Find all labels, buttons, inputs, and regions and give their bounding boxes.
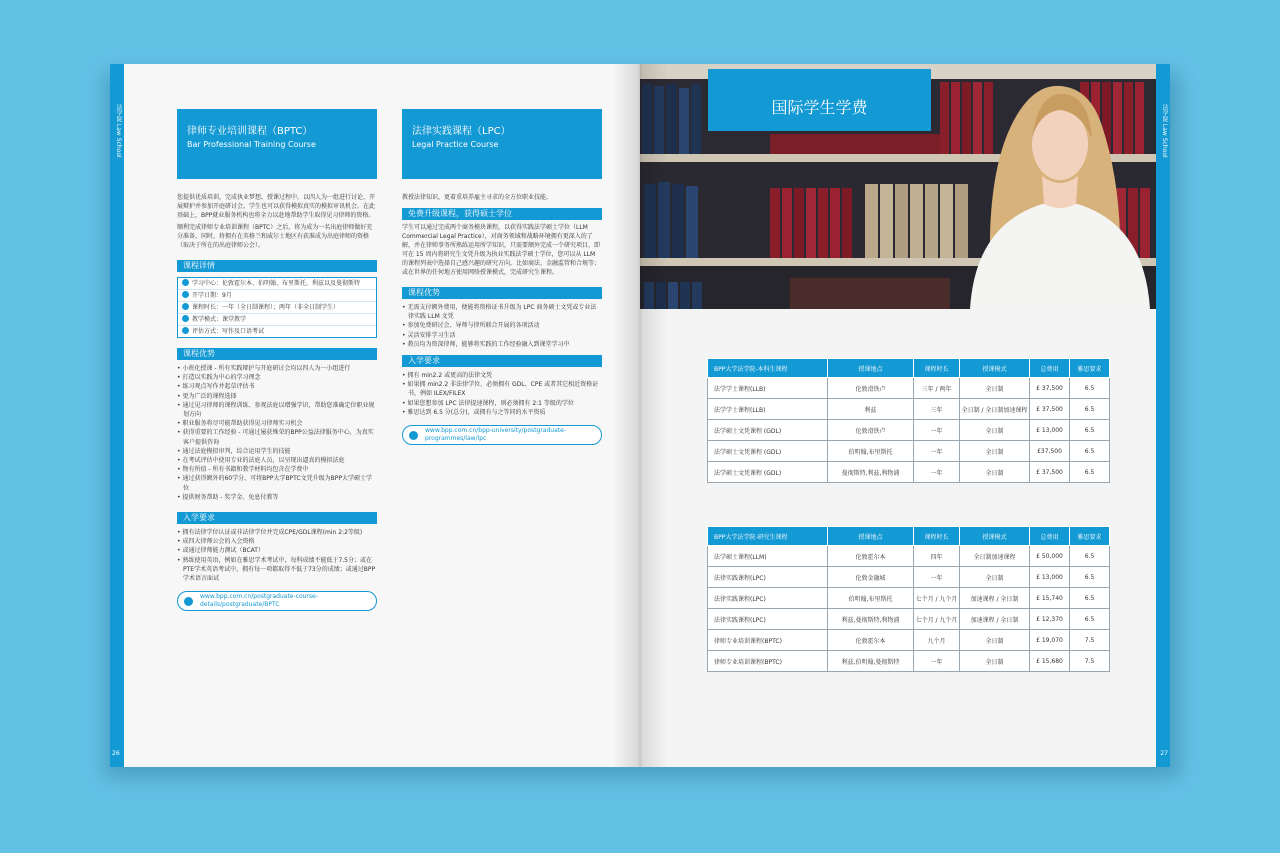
list-item: • 提供财务帮助 - 奖学金、免息付教等	[177, 493, 377, 502]
table-cell: 法学硕士文凭课程 (GDL)	[708, 420, 828, 441]
detail-row	[178, 290, 376, 302]
table-cell: £ 12,370	[1030, 609, 1070, 630]
table-cell: 法律实践课程(LPC)	[708, 609, 828, 630]
table-cell: 四年	[914, 546, 960, 567]
table-cell: 加速课程 / 全日制	[960, 588, 1030, 609]
bptc-details-box	[177, 277, 377, 338]
table-cell: 利兹	[828, 399, 914, 420]
undergrad-fee-table	[707, 358, 1110, 483]
column-header: BPP大学法学院-研究生课程	[708, 527, 828, 546]
list-item: • 练习观点写作并起草评估书	[177, 382, 377, 391]
bptc-title-zh: 律师专业培训课程（BPTC）	[187, 126, 313, 137]
column-header: 授课地点	[828, 359, 914, 378]
list-item: • 灵活安排学习生活	[402, 331, 602, 340]
table-cell: 一年	[914, 651, 960, 672]
lpc-intro: 教授法律知识，更着重培养雇主寻求的全方位职业技能。	[402, 194, 553, 201]
column-header: BPP大学法学院-本科生课程	[708, 359, 828, 378]
library-student-photo	[640, 64, 1156, 309]
lpc-advantages-heading: 课程优势	[402, 287, 602, 299]
table-row	[708, 588, 1110, 609]
list-item: • 通过见习律师的课程训练、参观法庭以增强学识，帮助您准确定位职业规划方向	[177, 401, 377, 419]
table-cell: 全日制	[960, 630, 1030, 651]
list-item: • 成四大律师公会的入会资格	[177, 537, 377, 546]
table-cell: 法律实践课程(LPC)	[708, 567, 828, 588]
bptc-intro-1: 您提供优质培训，完成执业梦想。授课过程中，以四人为一组进行讨论、开展辩护并参加开庭研讨会。学生也可以获得模拟真实的模拟审讯机会。在此基础上，BPP就业服务机构也将全力以赴地帮助学生取得见习律师的资格。	[177, 194, 376, 219]
lpc-entry-list	[402, 371, 602, 417]
table-cell: 三年 / 两年	[914, 378, 960, 399]
table-row	[708, 609, 1110, 630]
list-item: • 通过获得额外的60学分，可将BPP大学BPTC文凭升级为BPP大学硕士学位	[177, 474, 377, 492]
column-header: 课程时长	[914, 359, 960, 378]
table-cell: 一年	[914, 567, 960, 588]
table-cell: 伦敦金融城	[828, 567, 914, 588]
detail-row	[178, 278, 376, 290]
detail-row	[178, 326, 376, 337]
bptc-header	[177, 109, 377, 179]
list-item: • 无需支付额外费用，便能将资格证书升级为 LPC 商务硕士文凭或专业法律实践 LLM 文凭	[402, 303, 602, 321]
list-item: • 如果拥 min2.2 非法律学位，必须拥有 GDL、CPE 或者其它相近资格证书，例如 ILEX/FILEX	[402, 380, 602, 398]
table-cell: 6.5	[1070, 462, 1110, 483]
table-cell: 6.5	[1070, 378, 1110, 399]
table-cell: £ 13,000	[1030, 567, 1070, 588]
teaching-icon	[182, 315, 189, 322]
postgrad-fee-table	[707, 526, 1110, 672]
list-item: • 职业服务将尽可能帮助获得见习律师实习机会	[177, 419, 377, 428]
table-cell: 一年	[914, 420, 960, 441]
left-sidebar	[110, 64, 124, 767]
bptc-url-link[interactable]	[177, 591, 377, 611]
table-cell: 法学学士课程(LLB)	[708, 378, 828, 399]
table-header-row	[708, 527, 1110, 546]
list-item: • 拥有法律学位认证或非法律学位并完成CPE/GDL课程(min 2:2等级)	[177, 528, 377, 537]
column-header: 授课模式	[960, 527, 1030, 546]
table-cell: 全日制	[960, 441, 1030, 462]
table-cell: £ 37,500	[1030, 378, 1070, 399]
table-cell: 七个月 / 九个月	[914, 588, 960, 609]
table-row	[708, 651, 1110, 672]
bptc-advantages-list	[177, 364, 377, 502]
list-item: • 拥有 min2.2 或更高的法律文凭	[402, 371, 602, 380]
lpc-advantages-list	[402, 303, 602, 349]
table-cell: £ 13,000	[1030, 420, 1070, 441]
detail-row	[178, 314, 376, 326]
column-header: 雅思要求	[1070, 527, 1110, 546]
table-cell: 律师专业培训课程(BPTC)	[708, 630, 828, 651]
table-cell: £ 19,070	[1030, 630, 1070, 651]
table-row	[708, 378, 1110, 399]
detail-text: 教学模式：课堂教学	[192, 316, 247, 323]
list-item: • 熟练使用英语，例如在雅思学术考试中，每科成绩不能低于7.5分；或在PTE学术英语考试中，拥有每一项都取得不低于73分的成绩；或通过BPP学术语言面试	[177, 556, 377, 584]
table-cell: 全日制 / 全日制加速课程	[960, 399, 1030, 420]
list-item: • 或通过律师能力测试（BCAT）	[177, 546, 377, 555]
column-header: 总费用	[1030, 359, 1070, 378]
list-item: • 教员均为资深律师，能够将实践的工作经验融入到课堂学习中	[402, 340, 602, 349]
table-row	[708, 441, 1110, 462]
table-cell: 法学硕士课程(LLM)	[708, 546, 828, 567]
table-row	[708, 420, 1110, 441]
table-cell: £37,500	[1030, 441, 1070, 462]
table-cell: 法律实践课程(LPC)	[708, 588, 828, 609]
list-item: • 获得重要的工作经验 - 可通过屡获殊荣的BPP公益法律服务中心，为真实客户提供咨询	[177, 428, 377, 446]
detail-text: 学习中心：伦敦霍尔本、伯明翰、布里斯托、利兹以及曼彻斯特	[192, 280, 361, 287]
left-side-text: 法学院 Law School	[115, 104, 122, 158]
table-cell: 全日制加速课程	[960, 546, 1030, 567]
table-cell: 全日制	[960, 378, 1030, 399]
globe-icon	[409, 431, 418, 440]
right-sidebar	[1156, 64, 1170, 767]
column-header: 总费用	[1030, 527, 1070, 546]
bptc-column	[177, 109, 377, 611]
table-cell: 伦敦滑铁卢	[828, 420, 914, 441]
detail-row	[178, 302, 376, 314]
right-side-text: 法学院 Law School	[1161, 104, 1168, 158]
list-item: • 打造以实践为中心的学习理念	[177, 373, 377, 382]
detail-text: 课程时长：一年（全日制课程）；两年（非全日制学生）	[192, 304, 340, 311]
detail-text: 开学日期：9月	[192, 292, 232, 299]
table-cell: 法学硕士文凭课程 (GDL)	[708, 462, 828, 483]
lpc-title-zh: 法律实践课程（LPC）	[412, 126, 511, 137]
table-row	[708, 630, 1110, 651]
bptc-entry-list	[177, 528, 377, 583]
detail-text: 评估方式：写作及口语考试	[192, 328, 265, 335]
table-row	[708, 546, 1110, 567]
table-cell: £ 50,000	[1030, 546, 1070, 567]
table-cell: 七个月 / 九个月	[914, 609, 960, 630]
list-item: • 参加免费研讨会、导师与律所联合开展的各项活动	[402, 321, 602, 330]
right-page	[640, 64, 1170, 767]
lpc-url-text[interactable]: www.bpp.com.cn/bpp-university/postgraduate-programmes/law/lpc	[425, 427, 566, 442]
bptc-url-text[interactable]: www.bpp.com.cn/postgraduate-course-details/postgraduate/BPTC	[200, 593, 318, 608]
lpc-column	[402, 109, 602, 445]
table-cell: 伯明翰,布里斯托	[828, 588, 914, 609]
table-row	[708, 567, 1110, 588]
table-cell: £ 37,500	[1030, 399, 1070, 420]
list-item: • 通过法庭模拟审判，综合运用学生的技能	[177, 447, 377, 456]
bptc-details-heading: 课程详情	[177, 260, 377, 272]
table-row	[708, 399, 1110, 420]
column-header: 雅思要求	[1070, 359, 1110, 378]
bptc-advantages-heading: 课程优势	[177, 348, 377, 360]
bptc-intro-2: 顺利完成律师专业培训课程（BPTC）之后，将为成为一名出庭律师做好充分准备。同时，将拥有在英格兰和威尔士地区有获准成为出庭律师的资格（取决于所在的出庭律师公会）。	[177, 224, 373, 249]
table-cell: 全日制	[960, 651, 1030, 672]
table-cell: 三年	[914, 399, 960, 420]
table-cell: 律师专业培训课程(BPTC)	[708, 651, 828, 672]
table-cell: 6.5	[1070, 567, 1110, 588]
table-cell: 6.5	[1070, 399, 1110, 420]
table-cell: £ 15,680	[1030, 651, 1070, 672]
lpc-header	[402, 109, 602, 179]
bptc-entry-heading: 入学要求	[177, 512, 377, 524]
table-cell: 利兹,伯明翰,曼彻斯特	[828, 651, 914, 672]
table-cell: 6.5	[1070, 546, 1110, 567]
table-cell: 全日制	[960, 567, 1030, 588]
column-header: 授课地点	[828, 527, 914, 546]
list-item: • 如果您想参加 LPC 法律提速课程，则必须拥有 2:1 等级的学位	[402, 399, 602, 408]
fees-banner-title: 国际学生学费	[708, 69, 931, 131]
table-cell: 6.5	[1070, 588, 1110, 609]
table-cell: 一年	[914, 462, 960, 483]
lpc-title-en: Legal Practice Course	[412, 140, 499, 149]
column-header: 授课模式	[960, 359, 1030, 378]
table-cell: 法学硕士文凭课程 (GDL)	[708, 441, 828, 462]
table-cell: 6.5	[1070, 420, 1110, 441]
table-cell: 曼彻斯特,利兹,利物浦	[828, 462, 914, 483]
list-item: • 雅思达到 6.5 分(总分)，或拥有与之等同的水平资质	[402, 408, 602, 417]
lpc-upgrade-heading: 免费升级课程，获得硕士学位	[402, 208, 602, 220]
table-cell: 伦敦霍尔本	[828, 630, 914, 651]
table-cell: 7.5	[1070, 651, 1110, 672]
table-cell: 一年	[914, 441, 960, 462]
globe-icon	[184, 597, 193, 606]
table-cell: 伦敦滑铁卢	[828, 378, 914, 399]
table-cell: £ 37,500	[1030, 462, 1070, 483]
table-cell: 加速课程 / 全日制	[960, 609, 1030, 630]
right-page-number: 27	[1160, 750, 1168, 757]
list-item: • 小班化授课 - 所有实践辩护与开庭研讨会均以四人为一小组进行	[177, 364, 377, 373]
table-cell: 法学学士课程(LLB)	[708, 399, 828, 420]
table-cell: 6.5	[1070, 609, 1110, 630]
table-cell: 7.5	[1070, 630, 1110, 651]
list-item: • 物有所值 - 所有书籍和教学材料均包含在学费中	[177, 465, 377, 474]
lpc-url-link[interactable]	[402, 425, 602, 445]
left-page	[110, 64, 640, 767]
calendar-icon	[182, 291, 189, 298]
list-item: • 在考试评估中使用专业的法庭人员，以呈现出逼真的模拟法庭	[177, 456, 377, 465]
table-header-row	[708, 359, 1110, 378]
lpc-upgrade-text: 学生可以通过完成两个商务模块课程，以获得实践法学硕士学位（LLM Commercial Legal Practice），对商务领域和战略环境拥有更深入的了解，并在律师事务所熟练运用所学知识，只需要额外完成一个研究项目，即可在 15 周内将研究生文凭升级为执业实践法学硕士学位，您可以从 LLM 的课程列表中选择自己感兴趣的研究方向，比如商法、金融监管和合规等；或在世界的任何地方使用网络授课模式，完成研究生课程。	[402, 224, 601, 276]
table-cell: £ 15,740	[1030, 588, 1070, 609]
assessment-icon	[182, 327, 189, 334]
location-icon	[182, 279, 189, 286]
table-cell: 伯明翰,布里斯托	[828, 441, 914, 462]
column-header: 课程时长	[914, 527, 960, 546]
table-cell: 全日制	[960, 420, 1030, 441]
table-cell: 九个月	[914, 630, 960, 651]
table-row	[708, 462, 1110, 483]
table-cell: 6.5	[1070, 441, 1110, 462]
left-page-number: 26	[112, 750, 120, 757]
bptc-title-en: Bar Professional Training Course	[187, 140, 316, 149]
lpc-entry-heading: 入学要求	[402, 355, 602, 367]
list-item: • 更为广泛的课程选择	[177, 392, 377, 401]
table-cell: 伦敦霍尔本	[828, 546, 914, 567]
clock-icon	[182, 303, 189, 310]
table-cell: 利兹,曼彻斯特,利物浦	[828, 609, 914, 630]
table-cell: 全日制	[960, 462, 1030, 483]
